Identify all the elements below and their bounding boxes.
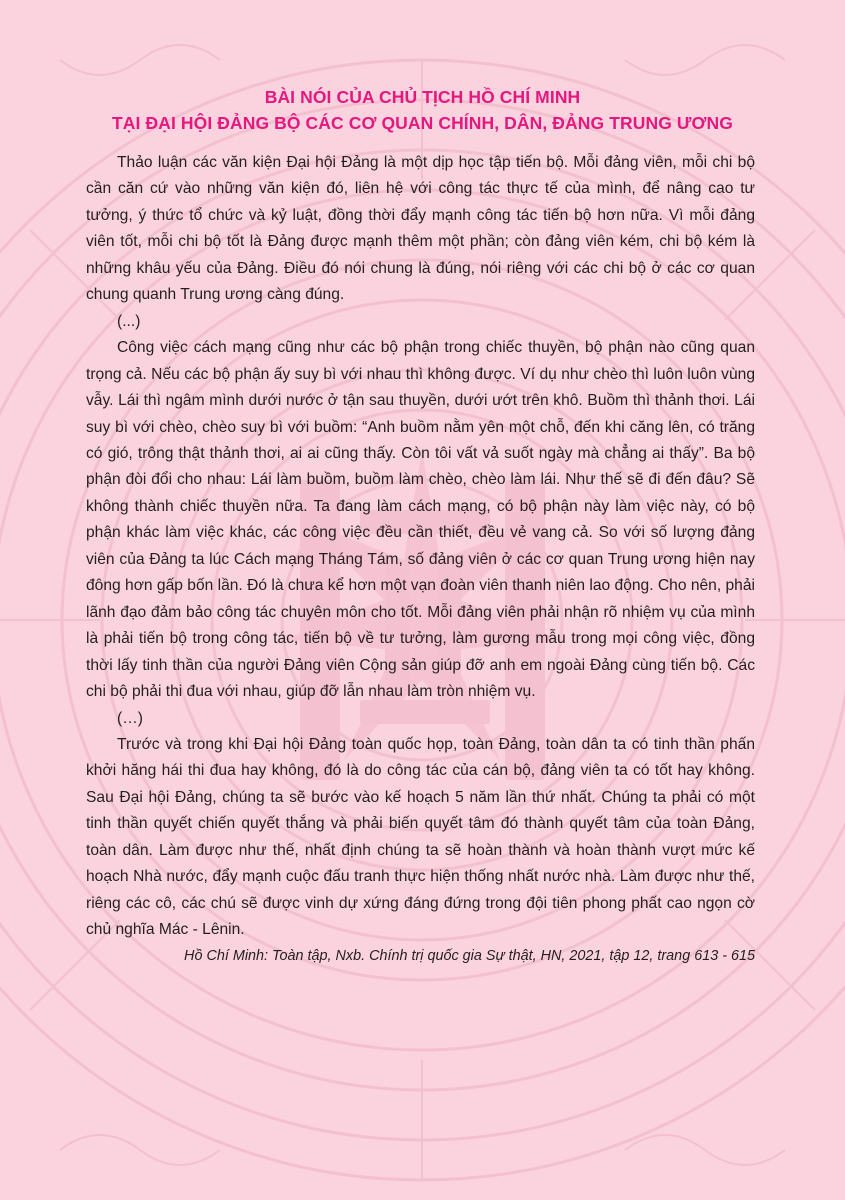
document-title-line-1: BÀI NÓI CỦA CHỦ TỊCH HỒ CHÍ MINH [264, 87, 581, 107]
paragraph-1: Thảo luận các văn kiện Đại hội Đảng là một dịp học tập tiến bộ. Mỗi đảng viên, mỗi chi bộ cần căn cứ vào những văn kiện đó, liên hệ với công tác thực tế của mình, để nâng cao tư tưởng, ý thức tổ chức và kỷ luật, đồng thời đẩy mạnh công tác tiến bộ hơn nữa. Vì mỗi đảng viên tốt, mỗi chi bộ tốt là Đảng được mạnh thêm một phần; còn đảng viên kém, chi bộ kém là những khâu yếu của Đảng. Điều đó nói chung là đúng, nói riêng với các chi bộ ở các cơ quan chung quanh Trung ương càng đúng. [86, 154, 755, 304]
paragraph-2: Công việc cách mạng cũng như các bộ phận trong chiếc thuyền, bộ phận nào cũng quan trọng cả. Nếu các bộ phận ấy suy bì với nhau thì không được. Ví dụ như chèo thì luôn luôn vùng vẫy. Lái thì ngâm mình dưới nước ở tận sau thuyền, dưới ướt trên khô. Buồm thì thảnh thơi. Lái suy bì với chèo, chèo suy bì với buồm: “Anh buồm nằm yên một chỗ, đến khi căng lên, có trăng có gió, trông thật thảnh thơi, ai ai cũng thấy. Còn tôi vất vả suốt ngày mà chẳng ai thấy”. Ba bộ phận đòi đổi cho nhau: Lái làm buồm, buồm làm chèo, chèo làm lái. Như thế sẽ đi đến đâu? Sẽ không thành chiếc thuyền nữa. Ta đang làm cách mạng, có bộ phận này làm việc này, có bộ phận khác làm việc khác, các công việc đều cần thiết, đều vẻ vang cả. So với số lượng đảng viên của Đảng ta lúc Cách mạng Tháng Tám, số đảng viên ở các cơ quan Trung ương hiện nay đông hơn gấp bốn lần. Đó là chưa kể hơn một vạn đoàn viên thanh niên lao động. Cho nên, phải lãnh đạo đảm bảo công tác chuyên môn cho tốt. Mỗi đảng viên phải nhận rõ nhiệm vụ của mình là phải tiến bộ trong công tác, tiến bộ về tư tưởng, làm gương mẫu trong mọi công việc, đồng thời lấy tinh thần của người Đảng viên Cộng sản giúp đỡ anh em ngoài Đảng cùng tiến bộ. Các chi bộ phải thi đua với nhau, giúp đỡ lẫn nhau làm tròn nhiệm vụ. [86, 339, 755, 701]
paragraph-3: Trước và trong khi Đại hội Đảng toàn quốc họp, toàn Đảng, toàn dân ta có tinh thần phấn khởi hăng hái thi đua hay không, đó là do công tác của cán bộ, đảng viên ta có tốt hay không. Sau Đại hội Đảng, chúng ta sẽ bước vào kế hoạch 5 năm lần thứ nhất. Chúng ta phải có một tinh thần quyết chiến quyết thắng và phải biến quyết tâm đó thành quyết tâm của toàn Đảng, toàn dân. Làm được như thế, nhất định chúng ta sẽ hoàn thành và hoàn thành vượt mức kế hoạch Nhà nước, đẩy mạnh cuộc đấu tranh thực hiện thống nhất nước nhà. Làm được như thế, riêng các cô, các chú sẽ được vinh dự xứng đáng đứng trong đội tiên phong phất cao ngọn cờ chủ nghĩa Mác - Lênin. [86, 735, 755, 939]
ellipsis-1: (...) [117, 312, 141, 330]
speech-body [86, 150, 755, 968]
document-title-line-2: TẠI ĐẠI HỘI ĐẢNG BỘ CÁC CƠ QUAN CHÍNH, DÂN, ĐẢNG TRUNG ƯƠNG [112, 113, 733, 133]
ellipsis-2: (…) [117, 709, 143, 727]
citation: Hồ Chí Minh: Toàn tập, Nxb. Chính trị quốc gia Sự thật, HN, 2021, tập 12, trang 613 - 615 [184, 947, 755, 964]
